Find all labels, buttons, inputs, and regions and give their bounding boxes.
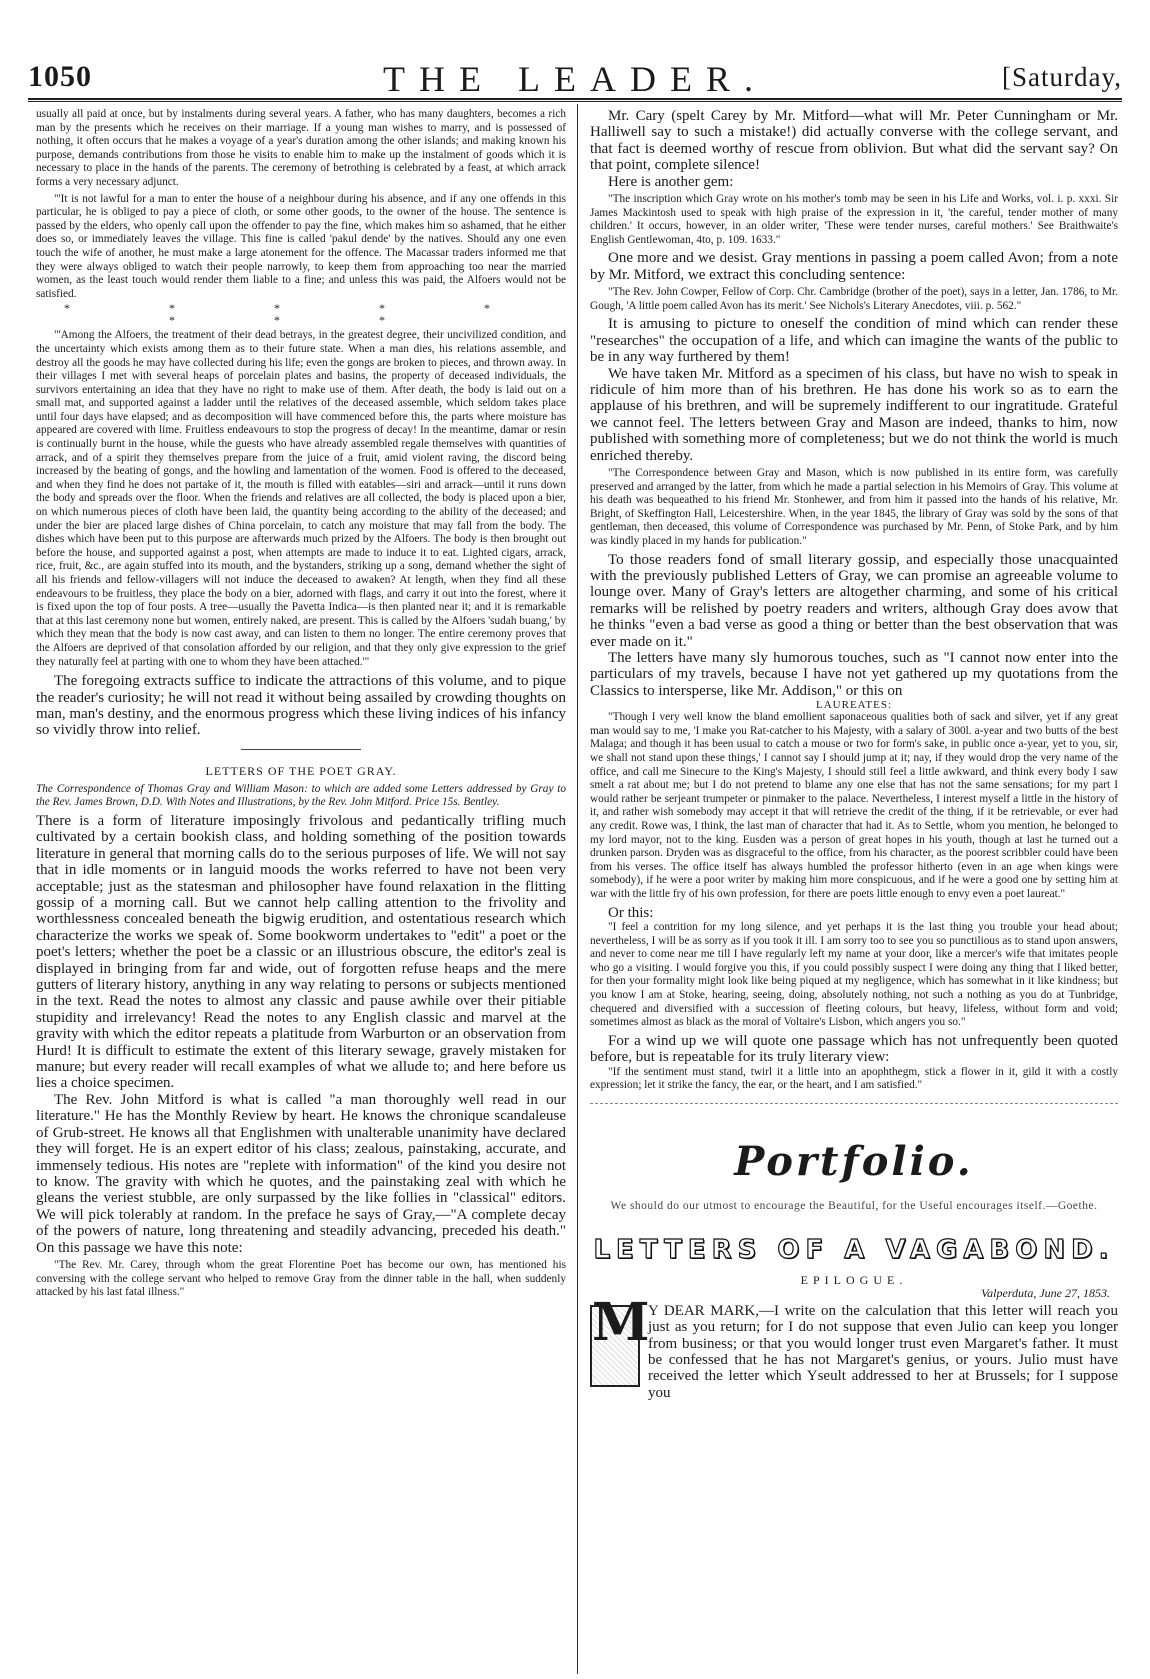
series-title: LETTERS OF A VAGABOND. (593, 1234, 1115, 1265)
section-separator (590, 1103, 1118, 1104)
article-quote: "The Rev. Mr. Carey, through whom the great Florentine Poet has become our own, has mentioned his conversing with the college servant who helped to remove Gray from the dinner table in the hall, when suddenly attacked by his last fatal illness." (36, 1258, 566, 1299)
article-paragraph: It is amusing to picture to oneself the condition of mind which can render these "researches" the occupation of a life, and which can imagine the wants of the public to be in any way furthered by them! (590, 316, 1118, 366)
article-paragraph: usually all paid at once, but by instalments during several years. A father, who has many daughters, becomes a rich man by the presents which he receives on their marriage. If a young man wishes to marry, and is possessed of nothing, it often occurs that he makes a voyage of a year's duration among the other islands; and making known his purpose, demands contributions from those he visits to enable him to make up the instalment of goods which it is necessary to place in the hands of the parents. The ceremony of betrothing is celebrated by a feast, at which arrack forms a very necessary adjunct. (36, 108, 566, 188)
dropcap-letter: M (592, 1291, 650, 1353)
article-quote: "Though I very well know the bland emollient saponaceous qualities both of sack and silver, yet if any great man would say to me, 'I make you Rat-catcher to his Majesty, with a salary of 300l. a-year and two butts of the best Malaga; and though it has been usual to catch a mouse or two for form's sake, in public once a-year, yet to you, sir, we shall not stand upon these things,' I cannot say I should jump at it; nay, if they would drop the very name of the office, and call me Sinecure to the King's Majesty, I should still feel a little awkward, and think every body I saw smelt a rat about me; but I do not pretend to blame any one else that has not the same sensations; for my part I would rather be serjeant trumpeter or pinmaker to the palace. Nevertheless, I interest myself a little in the history of it, and rather wish somebody may accept it that will retrieve the credit of the thing, if it be retrievable, or ever had any credit. Rowe was, I think, the last man of character that had it. As to Settle, whom you mention, he belonged to my lord mayor, not to the king. Eusden was a person of great hopes in his youth, though at last he turned out a drunken parson. Dryden was as disgraceful to the office, from his character, as the poorest scribbler could have been from his verses. The office itself has always humbled the professor hitherto (even in an age when kings were somebody), if he were a poor writer by making him more conspicuous, and if he were a good one by setting him at war with the little fry of his own profession, for there are poets little enough to envy even a poet laureat." (590, 711, 1118, 900)
article-quote: "'Among the Alfoers, the treatment of their dead betrays, in the greatest degree, their uncivilized condition, and the uncertainty which exists among them as to their future state. When a man dies, his relations assemble, and destroy all the goods he may have collected during his life; even the gongs are broken to pieces, and thrown away. In their villages I met with several heaps of porcelain plates and basins, the property of deceased individuals, the survivors entertaining an idea that they have no right to make use of them. After death, the body is laid out on a small mat, and supported against a ladder until the relatives of the deceased assemble, which seldom takes place until four days have elapsed; and as decomposition will have commenced before this, the parts where moisture has appeared are covered with lime. Fruitless endeavours to stop the progress of decay! In the meantime, damar or resin is continually burnt in the house, while the guests who have already assembled regale themselves with quantities of arrack, and of a spirit they themselves prepare from the juice of a fruit, amid violent raving, the discord being increased by the beating of gongs, and the howling and lamentation of the women. Food is offered to the deceased, and when they find he does not partake of it, the mouth is filled with eatables—siri and arrack—until it runs down the body and spreads over the floor. When the friends and relatives are all collected, the body is placed upon a bier, on which numerous pieces of cloth have been laid, the quantity being according to the ability of the deceased; and under the bier are placed large dishes of China porcelain, to catch any moisture that may fall from the body. The dishes which have been put to this purpose are afterwards much prized by the Alfoers. The body is then brought out before the house, and supported against a post, when attempts are made to induce it to eat. Lighted cigars, arrack, rice, fruit, &c., are again stuffed into its mouth, and the bystanders, striking up a song, demand whether the sight of all his friends and fellow-villagers will not induce the deceased to awaken? At length, when they find all these endeavours to be fruitless, they place the body on a bier, adorned with flags, and carry it out into the forest, where it is fixed upon the top of four posts. A tree—usually the Pavetta Indica—is then planted near it; and it is remarkable that at this last ceremony none but women, entirely naked, are present. This is called by the Alfoers 'sudah buang,' by which they mean that the body is now cast away, and can listen to them no longer. The entire ceremony proves that the Alfoers are deprived of that consolation afforded by our religion, and that they only give expression to the grief they naturally feel at parting with one to whom they have been attached.'" (36, 329, 566, 668)
article-quote: "The Rev. John Cowper, Fellow of Corp. Chr. Cambridge (brother of the poet), says in a letter, Jan. 1786, to Mr. Gough, 'A little poem called Avon has its merit.' See Nichols's Literary Anecdotes, viii. p. 562." (590, 286, 1118, 312)
article-paragraph: The letters have many sly humorous touches, such as "I cannot now enter into the particulars of my travels, because I have not yet gathered up my quotations from the Classics to intersperse, like Mr. Addison," or this on (590, 650, 1118, 699)
article-quote: "If the sentiment must stand, twirl it a little into an apophthegm, stick a flower in it, gild it with a costly expression; let it strike the fancy, the ear, or the heart, and I am satisfied." (590, 1065, 1118, 1092)
article-quote: "The inscription which Gray wrote on his mother's tomb may be seen in his Life and Works, vol. i. p. xxxi. Sir James Mackintosh used to speak with high praise of the expression in it, 'the careful, tender mother of many children.' It occurs, however, in an older writer, 'These were tender nurses, careful mothers.' See Braithwaite's English Gentlewoman, 4to, p. 109. 1633." (590, 193, 1118, 246)
epilogue-heading: EPILOGUE. (800, 1272, 908, 1287)
article-paragraph: For a wind up we will quote one passage which has not unfrequently been quoted before, but is repeatable for its truly literary view: (590, 1032, 1118, 1066)
masthead-rule (28, 98, 1122, 100)
book-citation: The Correspondence of Thomas Gray and William Mason: to which are added some Letters addressed by Gray to the Rev. James Brown, D.D. With Notes and Illustrations, by the Rev. John Mitford. Price 15s. Bentley. (36, 782, 566, 809)
article-heading: LETTERS OF THE POET GRAY. (205, 763, 397, 778)
article-paragraph: Here is another gem: (608, 173, 734, 190)
article-paragraph: The Rev. John Mitford is what is called "a man thoroughly well read in our literature." He has the Monthly Review by heart. He knows the chronique scandaleuse of Grub-street. He knows all that Englishmen with unalterable unanimity have declared they will forget. He is an expert editor of his class; zealous, painstaking, accurate, and immensely tedious. His notes are "replete with information" of the kind you desire not to know. The gravity with which he quotes, and the painstaking zeal with which he gleans the veriest stubble, are only surpassed by the like follies in "classical" editors. We will pick tolerably at random. In the preface he says of Gray,—"A complete decay of the powers of nature, long threatening and steadily advancing, preceded his death." On this passage we have this note: (36, 1091, 566, 1256)
section-break-stars: * * * * * * * * (64, 301, 538, 328)
masthead (28, 58, 1122, 98)
portfolio-title: Portfolio. (734, 1137, 974, 1185)
page-number: 1050 (28, 60, 92, 93)
article-quote: "'It is not lawful for a man to enter the house of a neighbour during his absence, and if any one offends in this particular, he is obliged to pay a piece of cloth, or some other goods, to the owner of the house. The sentence is passed by the elders, who openly call upon the offender to pay the fine, which makes him so ashamed, that he either does so, or immediately leaves the village. This fine is called 'pakul dende' by the natives. Should any one even touch the wife of another, he must make a large atonement for the offence. The Macassar traders informed me that they were always obliged to watch their people narrowly, to keep them from approaching too near the married women, as the least touch would render them liable to a fine; and unless this was paid, the Alfoers would not be satisfied. (36, 192, 566, 300)
divider (241, 749, 361, 750)
newspaper-title: THE LEADER. (383, 59, 767, 99)
portfolio-motto: We should do our utmost to encourage the Beautiful, for the Useful encourages itself.—Goethe. (610, 1199, 1098, 1212)
ornamental-dropcap (590, 1291, 650, 1387)
article-paragraph: To those readers fond of small literary gossip, and especially those unacquainted with the previously published Letters of Gray, we can promise an agreeable volume to lounge over. Many of Gray's letters are altogether charming, and some of his critical remarks will be relished by poetry readers and writers, although Gray does avow that he thinks "even a bad verse as good a thing or better than the best observation that was ever made on it." (590, 551, 1118, 650)
masthead-rule-thin (28, 101, 1122, 102)
article-paragraph: Or this: (608, 904, 654, 921)
article-paragraph: One more and we desist. Gray mentions in passing a poem called Avon; from a note by Mr. Mitford, we extract this concluding sentence: (590, 250, 1118, 283)
column-divider (577, 104, 578, 1674)
article-quote: "The Correspondence between Gray and Mason, which is now published in its entire form, was carefully preserved and arranged by the latter, from which he made a partial selection in his Memoirs of Gray. This volume at his death was bequeathed to his friend Mr. Stonhewer, and from him it passed into the hands of his relative, Mr. Bright, of Skeffington Hall, Leicestershire. When, in the year 1845, the library of Gray was sold by the sons of that gentleman, then deceased, this volume of Correspondence was purchased by Mr. Penn, of Stoke Park, and by him was kindly placed in my hands for publication." (590, 467, 1118, 548)
article-quote: "I feel a contrition for my long silence, and yet perhaps it is the last thing you trouble your head about; nevertheless, I will be as sorry as if you took it ill. I am sorry too to see you so punctilious as to stand upon answers, and never to come near me till I have regularly left my name at your door, like a mercer's wife that imitates people who go a visiting. I would forgive you this, if you could possibly suspect I were doing any thing that I liked better, for then your formality might look like being piqued at my negligence, which has somewhat in it like kindness; but you know I am at Stoke, hearing, seeing, doing, absolutely nothing, not such a nothing as you do at Tunbridge, chequered and diversified with a succession of fleeting colours, but heavy, lifeless, without form and void; sometimes almost as black as the moral of Voltaire's Lisbon, which angers you so." (590, 921, 1118, 1029)
right-column (590, 108, 1118, 1401)
article-paragraph: The foregoing extracts suffice to indicate the attractions of this volume, and to pique the reader's curiosity; he will not read it without being assailed by crowding thoughts on man, man's destiny, and the enormous progress which these living indices of his infancy so vividly throw into relief. (36, 673, 566, 739)
subheading-laureates: LAUREATES: (816, 699, 892, 712)
dateline: Valperduta, June 27, 1853. (981, 1285, 1110, 1300)
letter-text: Y DEAR MARK,—I write on the calculation that this letter will reach you just as you return; for I do not suppose that even Julio can keep you longer from business; or that you would longer trust even Margaret's father. It must be confessed that he has not Margaret's genius, or yours. Julio must have received the letter which Yseult addressed to her at Brussels; for I suppose you (648, 1302, 1118, 1401)
issue-day: [Saturday, (1002, 62, 1122, 92)
article-paragraph: Mr. Cary (spelt Carey by Mr. Mitford—what will Mr. Peter Cunningham or Mr. Halliwell say to such a mistake!) did actually converse with the college servant, and that fact is deemed worthy of rescue from oblivion. But what did the servant say? On that point, complete silence! (590, 108, 1118, 174)
article-paragraph: We have taken Mr. Mitford as a specimen of his class, but have no wish to speak in ridicule of him more than of his brethren. He has done his work so as to earn the applause of his brethren, and will be supremely indifferent to our ingratitude. Grateful we cannot feel. The letters between Gray and Mason are indeed, thanks to him, now published with something more of completeness; but we do not think the world is much enriched thereby. (590, 365, 1118, 464)
article-paragraph: There is a form of literature imposingly frivolous and pedantically trifling much cultivated by a certain bookish class, and holding something of the position towards literature in general that morning calls do to the serious purposes of life. We will not say that in idle moments or in languid moods the works referred to have not been very acceptable; just as the statesman and philosopher have found relaxation in the flitting gossip of a morning call. But we cannot help calling attention to the frivolity and worthlessness concealed beneath the bigwig erudition, and ostentatious research which characterize the works we speak of. Some bookworm undertakes to "edit" a poet or the poet's letters; whether the poet be a classic or an illustrious obscure, the editor's zeal is displayed in bringing from far and wide, out of forgotten refuse heaps and the mere gutters of literary history, anything in any way relating to persons or subjects mentioned in the text. Read the notes to almost any classic and pause awhile over their pitiable stupidity and irrelevancy! Read the notes to any English classic and marvel at the gravity with which the editor repeats a platitude from Warburton or an observation from Hurd! It is difficult to estimate the extent of this literary sewage, gravely mistaken for manure; but every reader will recall examples of what we allude to; and here before us lies a choice specimen. (36, 812, 566, 1092)
left-column (36, 108, 566, 1300)
